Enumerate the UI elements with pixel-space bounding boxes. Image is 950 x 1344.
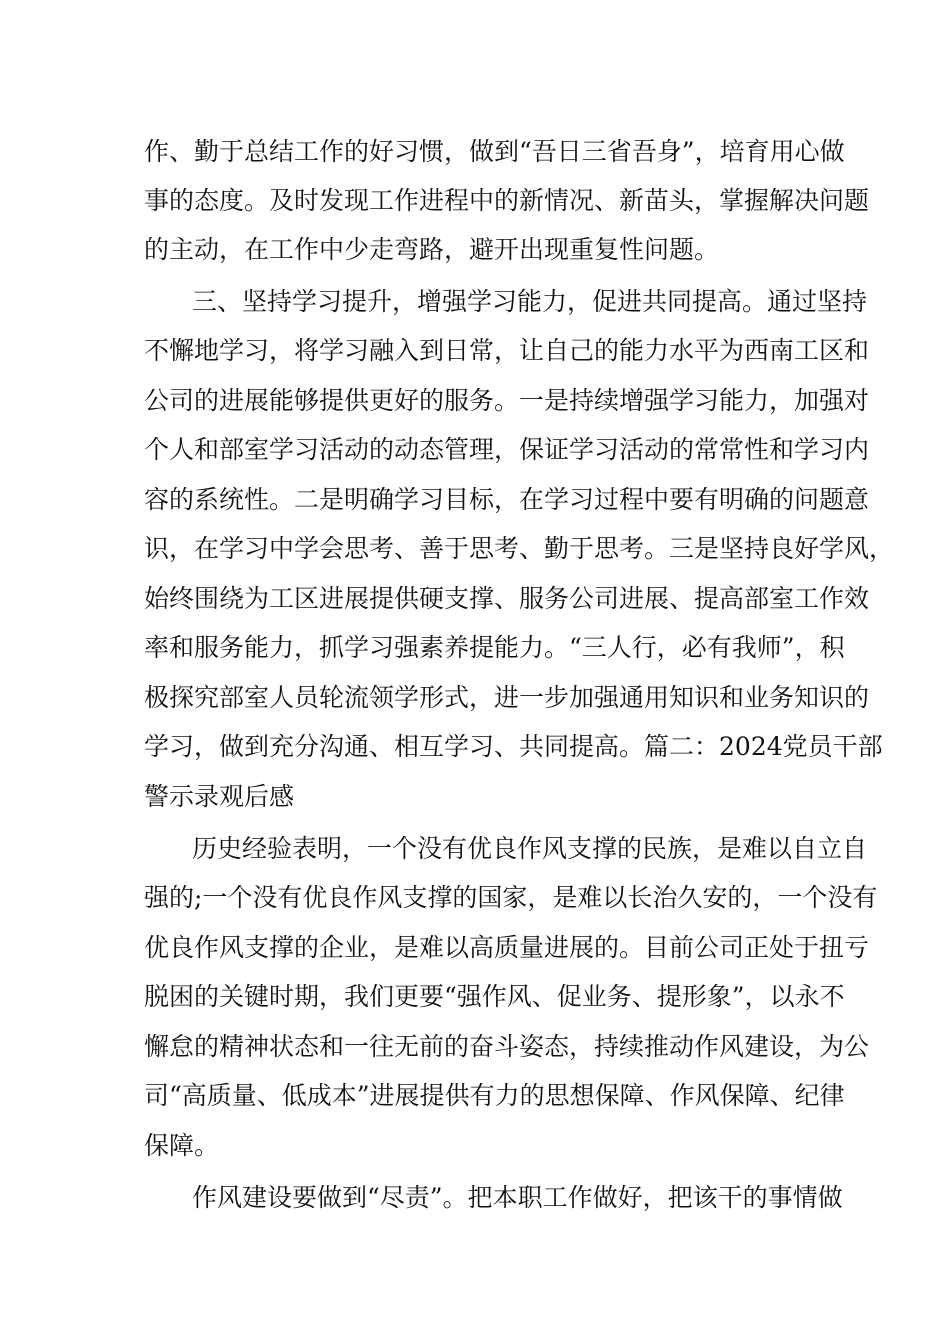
text-line: 的主动，在工作中少走弯路，避开出现重复性问题。	[144, 235, 720, 264]
text-line: 懈怠的精神状态和一往无前的奋斗姿态，持续推动作风建设，为公	[144, 1032, 870, 1061]
text-line: 优良作风支撑的企业，是难以高质量进展的。目前公司正处于扭亏	[144, 933, 870, 962]
text-line: 容的系统性。二是明确学习目标，在学习过程中要有明确的问题意	[144, 485, 870, 514]
text-line: 司“高质量、低成本”进展提供有力的思想保障、作风保障、纪律	[144, 1081, 845, 1110]
text-line: 不懈地学习，将学习融入到日常，让自己的能力水平为西南工区和	[144, 336, 870, 365]
text-line: 强的;一个没有优良作风支撑的国家，是难以长治久安的，一个没有	[144, 883, 878, 912]
text-line: 事的态度。及时发现工作进程中的新情况、新苗头，掌握解决问题	[144, 186, 870, 215]
paragraph-first-line: 作风建设要做到“尽责”。把本职工作做好，把该干的事情做	[192, 1183, 843, 1212]
text-line: 率和服务能力，抓学习强素养提能力。“三人行，必有我师”，积	[144, 633, 845, 662]
paragraph-first-line: 历史经验表明，一个没有优良作风支撑的民族，是难以自立自	[192, 834, 868, 863]
text-line: 警示录观后感	[144, 782, 295, 811]
text-line: 作、勤于总结工作的好习惯，做到“吾日三省吾身”，培育用心做	[144, 137, 845, 166]
text-line: 保障。	[144, 1131, 220, 1160]
text-line: 个人和部室学习活动的动态管理，保证学习活动的常常性和学习内	[144, 435, 870, 464]
text-line: 公司的进展能够提供更好的服务。一是持续增强学习能力，加强对	[144, 386, 870, 415]
text-line: 识，在学习中学会思考、善于思考、勤于思考。三是坚持良好学风，	[144, 534, 895, 563]
text-line: 始终围绕为工区进展提供硬支撑、服务公司进展、提高部室工作效	[144, 584, 870, 613]
text-line: 脱困的关键时期，我们更要“强作风、促业务、提形象”，以永不	[144, 982, 845, 1011]
text-line: 极探究部室人员轮流领学形式，进一步加强通用知识和业务知识的	[144, 683, 870, 712]
text-line: 学习，做到充分沟通、相互学习、共同提高。篇二：2024党员干部	[144, 732, 883, 761]
paragraph-first-line: 三、坚持学习提升，增强学习能力，促进共同提高。通过坚持	[192, 287, 868, 316]
